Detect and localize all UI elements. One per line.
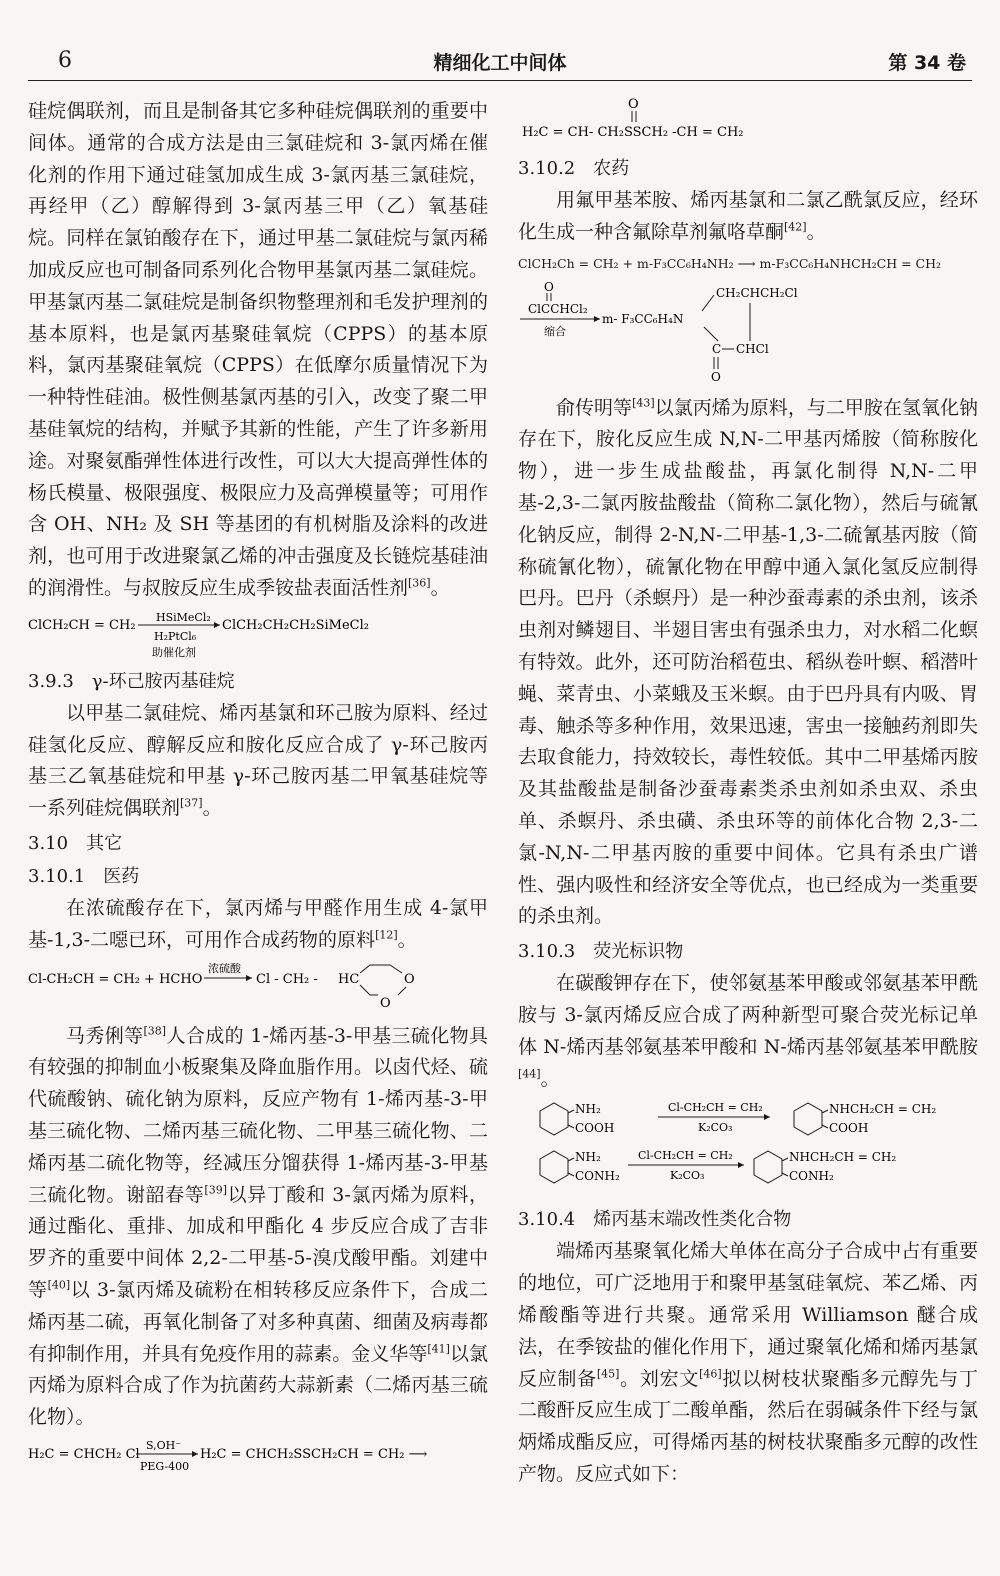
cocatalyst: 助催化剂: [152, 645, 196, 659]
section-heading: 3.10 其它: [28, 832, 123, 854]
arrow-head: [764, 1114, 770, 1120]
reactant: H₂C = CHCH₂ Cl: [28, 1446, 140, 1462]
ring-chcl: CHCl: [736, 341, 769, 356]
ring-oxygen: O: [404, 971, 415, 987]
carboxyl-group: COOH: [829, 1121, 869, 1136]
substituent-bond: [568, 1158, 574, 1161]
ring-bond-bottom: [360, 985, 378, 995]
reaction-equation: [518, 96, 978, 146]
substituent-bond: [568, 1173, 574, 1176]
right-column: [518, 96, 978, 1491]
benzene-ring: [754, 1151, 782, 1183]
citation: [44]: [518, 1067, 541, 1081]
substituent-bond: [568, 1125, 574, 1128]
journal-title: 精细化工中间体: [433, 52, 567, 74]
ring-oxygen: O: [380, 995, 391, 1011]
allicin-formula: H₂C = CH- CH₂SSCH₂ -CH = CH₂: [522, 125, 744, 140]
paragraph-text: 在碳酸钾存在下，使邻氨基苯甲酸或邻氨基苯甲酰胺与 3-氯丙烯反应合成了两种新型可聚合荧光标记单体 N-烯丙基邻氨基苯甲酸和 N-烯丙基邻氨基苯甲酰胺: [518, 972, 978, 1058]
paragraph-text: 俞传明等: [556, 396, 633, 419]
section-heading: 3.10.3 荧光标识物: [518, 941, 684, 963]
paragraph: [28, 1021, 488, 1434]
arrow-head: [214, 622, 220, 628]
acyl-oxygen: O: [544, 280, 554, 294]
carboxyl-group: COOH: [575, 1121, 615, 1136]
carbonyl-oxygen: O: [711, 369, 721, 384]
benzene-ring: [540, 1103, 568, 1135]
ring-carbon: HC: [338, 971, 360, 987]
reagent-below: K₂CO₃: [670, 1169, 705, 1183]
paragraph-text: 以异丁酸和 3-氯丙烯为原料，通过酯化、重排、加成和甲酯化 4 步反应合成了吉非罗齐的重要中间体 2,2-二甲基-5-溴戊酸甲酯。刘建中等: [28, 1183, 488, 1301]
reagent-below: PEG-400: [140, 1459, 190, 1473]
substituent-bond: [782, 1173, 788, 1176]
citation: [12]: [375, 928, 398, 942]
citation: [42]: [784, 220, 807, 234]
reagent-above: Cl-CH₂CH = CH₂: [668, 1101, 763, 1115]
paragraph-text: 以氯丙烯为原料合成了作为抗菌药大蒜新素（二烯丙基三硫化物）。: [28, 1342, 488, 1429]
paragraph: 以甲基二氯硅烷、烯丙基氯和环己胺为原料、经过硅氢化反应、醇解反应和胺化反应合成了 γ-环己胺丙基三乙氧基硅烷和甲基 γ-环己胺丙基二甲氧基硅烷等一系列硅烷偶联剂[37]。: [28, 701, 488, 820]
allicin-structure: [518, 96, 958, 146]
reaction-equation: [518, 1101, 978, 1197]
paragraph: 在碳酸钾存在下，使邻氨基苯甲酸或邻氨基苯甲酰胺与 3-氯丙烯反应合成了两种新型可聚合荧光标记单体 N-烯丙基邻氨基苯甲酸和 N-烯丙基邻氨基苯甲酰胺[44]。: [518, 972, 978, 1090]
reaction-cyclization: [518, 281, 958, 385]
citation: [36]: [408, 576, 431, 590]
arrow-head: [192, 1451, 198, 1457]
reagent-below: K₂CO₃: [698, 1121, 733, 1135]
allylamino-group: NHCH₂CH = CH₂: [789, 1150, 897, 1165]
section-heading: 3.10.1 医药: [28, 865, 140, 887]
catalyst: H₂PtCl₆: [154, 629, 197, 643]
amino-group: NH₂: [575, 1102, 601, 1117]
section-heading: 3.10.2 农药: [518, 158, 630, 179]
ring-bond-top: [360, 965, 402, 973]
citation: [37]: [180, 796, 203, 810]
citation: [46]: [699, 1367, 722, 1381]
ring-chain: CH₂CHCH₂Cl: [716, 285, 798, 300]
reaction-equation: [518, 281, 978, 385]
paragraph-text: 拟以树枝状聚酯多元醇先与丁二酸酐反应生成丁二酸单酯，然后在弱碱条件下经与氯炳烯成酯反应，可得烯丙基的树枝状聚酯多元醇的改性产物。反应式如下：: [518, 1367, 978, 1485]
allylamino-group: NHCH₂CH = CH₂: [829, 1102, 937, 1117]
substituent-bond: [782, 1158, 788, 1161]
paragraph-text: 以甲基二氯硅烷、烯丙基氯和环己胺为原料、经过硅氢化反应、醇解反应和胺化反应合成了 γ-环己胺丙基三乙氧基硅烷和甲基 γ-环己胺丙基二甲氧基硅烷等一系列硅烷偶联剂: [28, 701, 488, 820]
citation: [43]: [632, 396, 655, 410]
product-chain: Cl - CH₂ -: [256, 971, 318, 987]
paragraph-text: 以 3-氯丙烯及硫粉在相转移反应条件下，合成二烯丙基二硫，再氧化制备了对多种真菌、细菌及病毒都有抑制作用，并具有免疫作用的蒜素。金义华等: [28, 1278, 488, 1365]
reactant: Cl-CH₂CH = CH₂ + HCHO: [28, 971, 203, 987]
product: H₂C = CHCH₂SSCH₂CH = CH₂ ⟶: [200, 1446, 428, 1462]
sulfoxide-oxygen: O: [628, 97, 639, 112]
section-heading: 3.9.3 γ-环己胺丙基硅烷: [28, 670, 235, 692]
amide-group: CONH₂: [575, 1169, 620, 1184]
reagent-above: S,OH⁻: [146, 1439, 182, 1452]
reactant: ClCH₂CH = CH₂: [28, 617, 136, 633]
arrow-head: [246, 975, 252, 981]
arrow-head: [738, 1162, 744, 1168]
paragraph-text: 。刘宏文: [619, 1367, 700, 1390]
product-aryl: m- F₃CC₆H₄N: [602, 311, 684, 326]
paragraph: 在浓硫酸存在下，氯丙烯与甲醛作用生成 4-氯甲基-1,3-二噁已环，可用作合成药物的原料[12]。: [28, 896, 488, 951]
paragraph: [518, 393, 978, 934]
reaction-allicin: [28, 1440, 468, 1480]
volume-label: 第 34 卷: [888, 52, 966, 74]
paragraph-text: 以氯丙烯为原料，与二甲胺在氢氧化钠存在下，胺化反应生成 N,N-二甲基丙烯胺（简称胺化物），进一步生成盐酸盐，再氯化制得 N,N-二甲基-2,3-二氯丙胺盐酸盐（简称二氯化物），然后与硫氰化钠反应，制得 2-N,N-二甲基-1,3-二硫氰基丙胺（简称硫氰化物），硫氰化物在甲醇中通入氯化氢反应制得巴丹。巴丹（杀螟丹）是一种沙蚕毒素的杀虫剂，该杀虫剂对鳞翅目、半翅目害虫有强杀虫力，对水稻二化螟有特效。此外，还可防治稻苞虫、稻纵卷叶螟、稻潜叶蝇、菜青虫、小菜蛾及玉米螟。由于巴丹具有内吸、胃毒、触杀等多种作用，效果迅速，害虫一接触药剂即失去取食能力，持效较长，毒性较低。其中二甲基烯丙胺及其盐酸盐是制备沙蚕毒素类杀虫剂如杀虫双、杀虫单、杀螟丹、杀虫磺、杀虫环等的前体化合物 2,3-二氯-N,N-二甲基丙胺的重要中间体。它具有杀虫广谱性、强内吸性和经济安全等优点，也已经成为一类重要的杀虫剂。: [518, 396, 978, 928]
ring-bond: [704, 327, 718, 341]
citation: [38]: [143, 1024, 167, 1038]
reagent-above: ClCCHCl₂: [528, 301, 588, 316]
substituent-bond: [822, 1110, 828, 1113]
reaction-equation: [28, 963, 488, 1013]
reagent-above: HSiMeCl₂: [156, 610, 211, 624]
paragraph: 硅烷偶联剂，而且是制备其它多种硅烷偶联剂的重要中间体。通常的合成方法是由三氯硅烷和 3-氯丙烯在催化剂的作用下通过硅氢加成生成 3-氯丙基三氯硅烷，再经甲（乙）醇解得到 3-氯丙基三甲（乙）氧基硅烷。同样在氯铂酸存在下，通过甲基二氯硅烷与氯丙稀加成反应也可制备同系列化合物甲基氯丙基二氯硅烷。甲基氯丙基二氯硅烷是制备织物整理剂和毛发护理剂的基本原料，也是氯丙基聚硅氧烷（CPPS）的基本原料，氯丙基聚硅氧烷（CPPS）在低摩尔质量情况下为一种特性硅油。极性侧基氯丙基的引入，改变了聚二甲基硅氧烷的结构，并赋予其新的性能，产生了许多新用途。对聚氨酯弹性体进行改性，可以大大提高弹性体的杨氏模量、极限强度、极限应力及高弹模量等；可用作含 OH、NH₂ 及 SH 等基团的有机树脂及涂料的改进剂，也可用于改进聚氯乙烯的冲击强度及长链烷基硅油的润滑性。与叔胺反应生成季铵盐表面活性剂[36]。: [28, 100, 488, 599]
paragraph-text: 人合成的 1-烯丙基-3-甲基三硫化物具有较强的抑制血小板聚集及降血脂作用。以卤代烃、硫代硫酸钠、硫化钠为原料，反应产物有 1-烯丙基-3-甲基三硫化物、二烯丙基三硫化物、二甲基三硫化物、二烯丙基二硫化物等，经减压分馏获得 1-烯丙基-3-甲基三硫化物。谢韶春等: [28, 1024, 488, 1206]
reagent-above: 浓硫酸: [208, 962, 241, 975]
benzene-ring: [540, 1151, 568, 1183]
citation: [40]: [47, 1278, 71, 1292]
reagent-above: Cl-CH₂CH = CH₂: [638, 1149, 733, 1163]
page-header: [28, 44, 972, 81]
amino-group: NH₂: [575, 1150, 601, 1165]
reaction-equation: [28, 1440, 488, 1480]
product: ClCH₂CH₂CH₂SiMeCl₂: [222, 617, 369, 633]
ring-bond-right: [398, 987, 406, 995]
carbonyl-carbon: C: [712, 341, 722, 356]
paragraph-text: 马秀俐等: [66, 1024, 144, 1047]
substituent-bond: [822, 1125, 828, 1128]
paragraph-text: 用氟甲基苯胺、烯丙基氯和二氯乙酰氯反应，经环化生成一种含氟除草剂氟咯草酮: [518, 189, 978, 243]
paragraph-text: 在浓硫酸存在下，氯丙烯与甲醛作用生成 4-氯甲基-1,3-二噁已环，可用作合成药物的原料: [28, 896, 488, 951]
substituent-bond: [568, 1110, 574, 1113]
section-heading: 3.10.4 烯丙基末端改性类化合物: [518, 1209, 792, 1231]
reagent-below: 缩合: [544, 324, 566, 338]
citation: [39]: [204, 1183, 228, 1197]
reaction-hydrosilylation: [28, 611, 468, 659]
reaction-equation: [28, 611, 488, 659]
paragraph-text: 端烯丙基聚氧化烯大单体在高分子合成中占有重要的地位，可广泛地用于和聚甲基氢硅氧烷、苯乙烯、丙烯酸酯等进行共聚。通常采用 Williamson 醚合成法，在季铵盐的催化作用下，通过聚氧化烯和烯丙基氯反应制备: [518, 1240, 978, 1390]
paragraph: 用氟甲基苯胺、烯丙基氯和二氯乙酰氯反应，经环化生成一种含氟除草剂氟咯草酮[42]。: [518, 189, 978, 243]
paragraph: [518, 1236, 978, 1490]
paragraph-text: 硅烷偶联剂，而且是制备其它多种硅烷偶联剂的重要中间体。通常的合成方法是由三氯硅烷和 3-氯丙烯在催化剂的作用下通过硅氢加成生成 3-氯丙基三氯硅烷，再经甲（乙）醇解得到 3-氯丙基三甲（乙）氧基硅烷。同样在氯铂酸存在下，通过甲基二氯硅烷与氯丙稀加成反应也可制备同系列化合物甲基氯丙基二氯硅烷。甲基氯丙基二氯硅烷是制备织物整理剂和毛发护理剂的基本原料，也是氯丙基聚硅氧烷（CPPS）的基本原料，氯丙基聚硅氧烷（CPPS）在低摩尔质量情况下为一种特性硅油。极性侧基氯丙基的引入，改变了聚二甲基硅氧烷的结构，并赋予其新的性能，产生了许多新用途。对聚氨酯弹性体进行改性，可以大大提高弹性体的杨氏模量、极限强度、极限应力及高弹模量等；可用作含 OH、NH₂ 及 SH 等基团的有机树脂及涂料的改进剂，也可用于改进聚氯乙烯的冲击强度及长链烷基硅油的润滑性。与叔胺反应生成季铵盐表面活性剂: [28, 100, 488, 599]
amide-group: CONH₂: [789, 1169, 834, 1184]
benzene-ring: [794, 1103, 822, 1135]
reaction-fluorescent: [518, 1101, 978, 1197]
reaction-dioxane: [28, 963, 468, 1013]
ring-bond: [702, 295, 714, 311]
left-column: [28, 96, 488, 1488]
reaction-equation: ClCH₂Ch = CH₂ + m-F₃CC₆H₄NH₂ ⟶ m-F₃CC₆H₄NHCH₂CH = CH₂: [518, 255, 941, 271]
page-number: 6: [58, 48, 72, 73]
arrow-head: [594, 316, 600, 322]
citation: [41]: [427, 1342, 450, 1356]
citation: [45]: [596, 1367, 620, 1381]
